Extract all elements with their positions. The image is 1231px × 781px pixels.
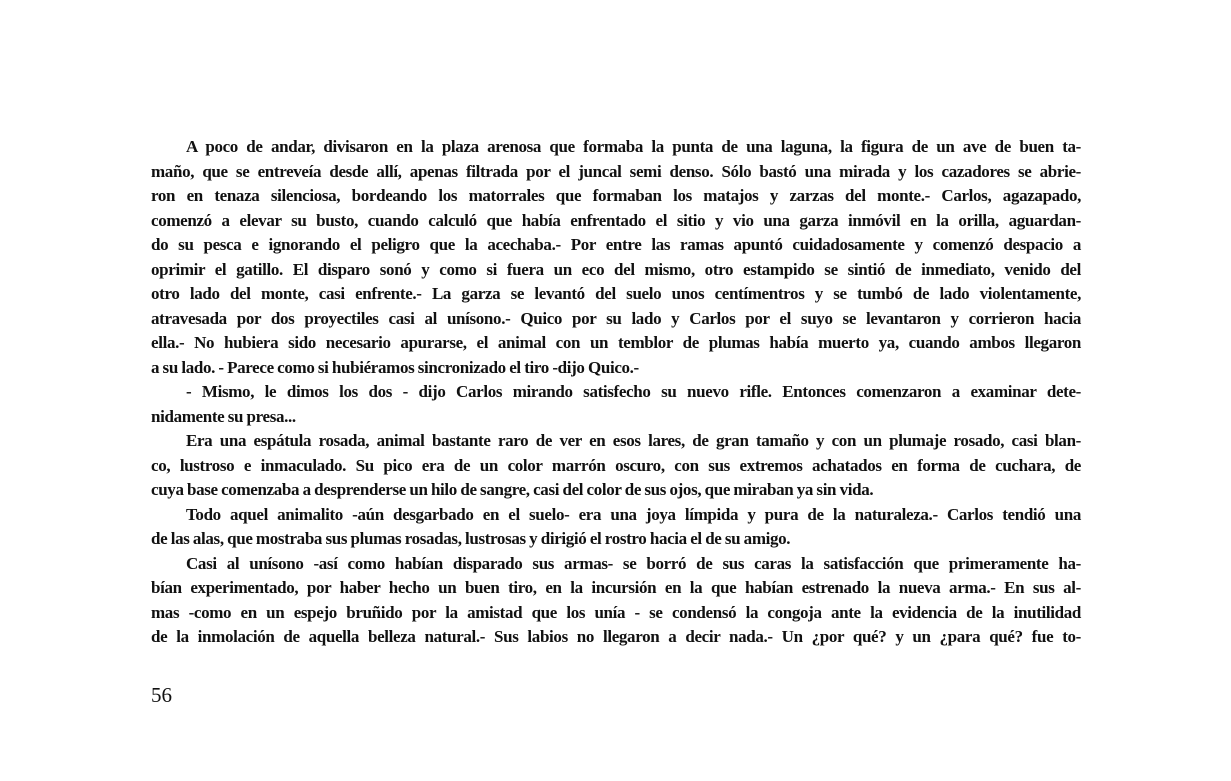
text-line: comenzó a elevar su busto, cuando calculó que había enfrentado el sitio y vio una garza inmóvil en la orilla, aguardan- [151,210,1081,230]
text-line: oprimir el gatillo. El disparo sonó y como si fuera un eco del mismo, otro estampido se sintió de inmediato, venido del [151,259,1081,279]
text-line: do su pesca e ignorando el peligro que la acechaba.- Por entre las ramas apuntó cuidadosamente y comenzó despacio a [151,235,1081,254]
text-line: maño, que se entreveía desde allí, apenas filtrada por el juncal semi denso. Sólo bastó una mirada y los cazadores se abrie- [151,161,1081,181]
text-line: de la inmolación de aquella belleza natural.- Sus labios no llegaron a decir nada.- Un ¿por qué? y un ¿para qué? fue to- [151,627,1081,646]
text-line: Era una espátula rosada, animal bastante raro de ver en esos lares, de gran tamaño y con un plumaje rosado, casi blan- [186,431,1081,450]
page-number: 56 [151,683,172,707]
text-line: ron en tenaza silenciosa, bordeando los matorrales que formaban los matajos y zarzas del monte.- Carlos, agazapado, [151,186,1081,205]
text-line: co, lustroso e inmaculado. Su pico era de un color marrón oscuro, con sus extremos achatados en forma de cuchara, de [151,455,1081,475]
text-line: A poco de andar, divisaron en la plaza arenosa que formaba la punta de una laguna, la figura de un ave de buen ta- [186,137,1081,156]
text-line: Todo aquel animalito -aún desgarbado en el suelo- era una joya límpida y pura de la naturaleza.- Carlos tendió una [186,504,1081,524]
text-line: otro lado del monte, casi enfrente.- La garza se levantó del suelo unos centímentros y se tumbó de lado violentamente, [151,284,1081,303]
text-line: mas -como en un espejo bruñido por la amistad que los unía - se condensó la congoja ante la evidencia de la inutilidad [151,602,1081,622]
text-line: - Mismo, le dimos los dos - dijo Carlos mirando satisfecho su nuevo rifle. Entonces comenzaron a examinar dete- [186,382,1081,401]
text-line: ella.- No hubiera sido necesario apurarse, el animal con un temblor de plumas había muerto ya, cuando ambos llegaron [151,333,1081,352]
body-text [151,135,1081,650]
text-line: nidamente su presa... [151,406,296,426]
text-line: de las alas, que mostraba sus plumas rosadas, lustrosas y dirigió el rostro hacia el de su amigo. [151,529,791,548]
text-line: Casi al unísono -así como habían disparado sus armas- se borró de sus caras la satisfacción que primeramente ha- [186,553,1081,573]
text-line: a su lado. - Parece como si hubiéramos sincronizado el tiro -dijo Quico.- [151,357,639,377]
text-line: bían experimentado, por haber hecho un buen tiro, en la incursión en la que habían estrenado la nueva arma.- En sus al- [151,578,1081,597]
text-line: cuya base comenzaba a desprenderse un hilo de sangre, casi del color de sus ojos, que miraban ya sin vida. [151,480,874,499]
text-line: atravesada por dos proyectiles casi al unísono.- Quico por su lado y Carlos por el suyo se levantaron y corrieron hacia [151,308,1081,328]
